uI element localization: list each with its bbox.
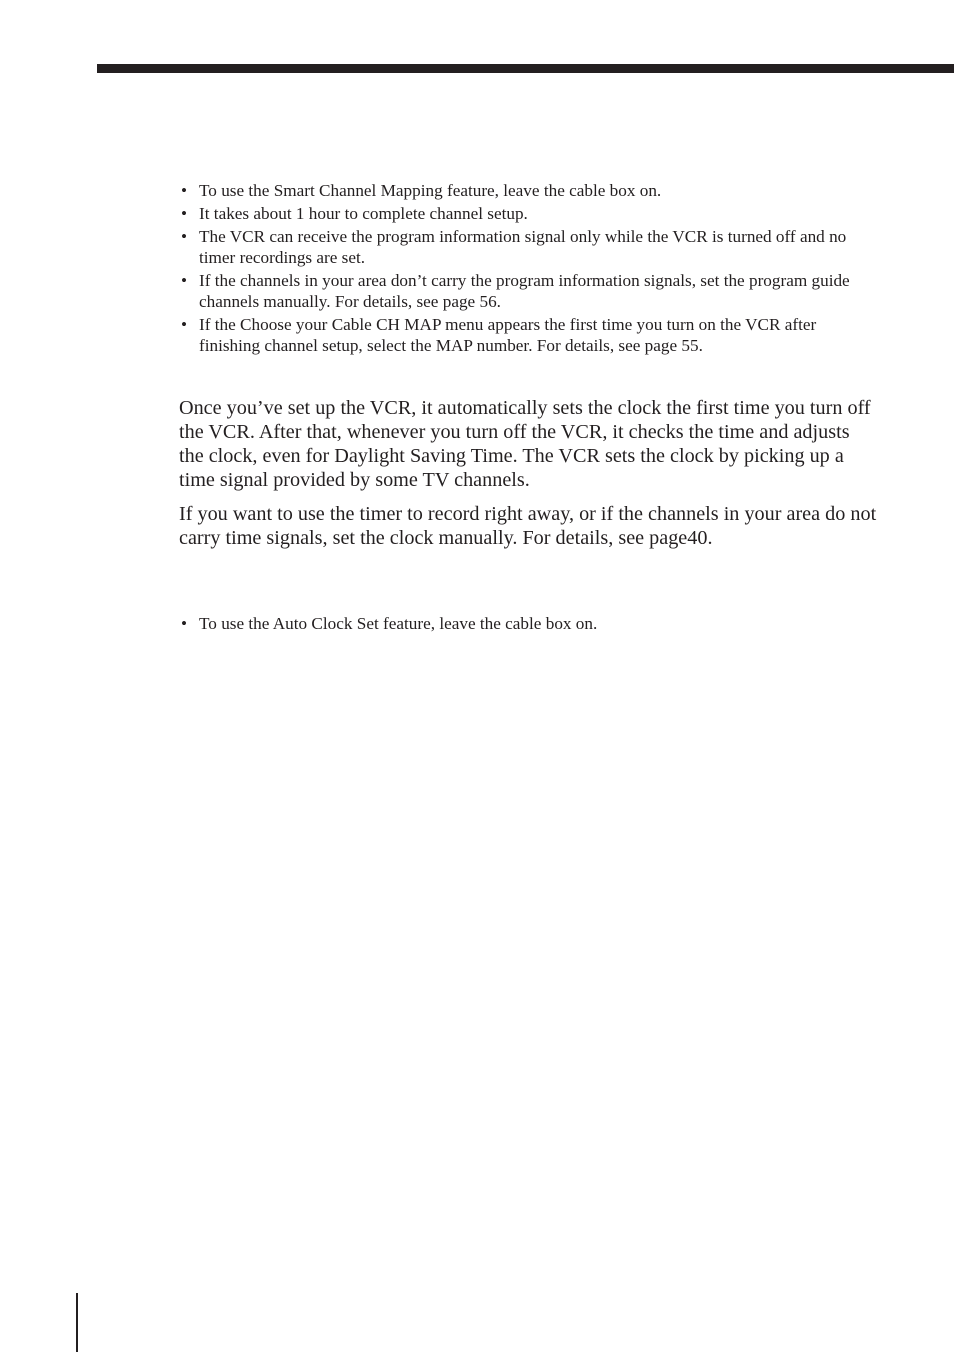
note-text: If the Choose your Cable CH MAP menu appears the first time you turn on the VCR after finishing channel setup, select the MAP number. For details, see page 55. (199, 315, 817, 355)
footer-rule (76, 1293, 78, 1352)
note-item (181, 203, 881, 224)
note-item (181, 226, 881, 268)
channel-setup-notes (181, 180, 881, 358)
note-item (181, 613, 881, 634)
bullet: • (181, 204, 188, 223)
bullet: • (181, 315, 188, 334)
note-item (181, 270, 881, 312)
bullet: • (181, 614, 188, 633)
note-item (181, 314, 881, 356)
bullet: • (181, 271, 188, 290)
body-paragraph: If you want to use the timer to record right away, or if the channels in your area do not carry time signals, set the clock manually. For details, see page40. (179, 503, 877, 549)
note-text: To use the Auto Clock Set feature, leave the cable box on. (199, 614, 598, 633)
auto-clock-section (179, 396, 879, 560)
body-paragraph: Once you’ve set up the VCR, it automatically sets the clock the first time you turn off the VCR. After that, whenever you turn off the VCR, it checks the time and adjusts the clock, even for Daylight Saving Time. The VCR sets the clock by picking up a time signal provided by some TV channels. (179, 397, 871, 491)
note-text: To use the Smart Channel Mapping feature, leave the cable box on. (199, 181, 662, 200)
note-text: If the channels in your area don’t carry the program information signals, set the program guide channels manually. For details, see page 56. (199, 271, 850, 311)
note-text: The VCR can receive the program information signal only while the VCR is turned off and no timer recordings are set. (199, 227, 847, 267)
auto-clock-notes (181, 613, 881, 636)
header-rule (97, 64, 954, 73)
bullet: • (181, 181, 188, 200)
bullet: • (181, 227, 188, 246)
note-text: It takes about 1 hour to complete channel setup. (199, 204, 528, 223)
note-item (181, 180, 881, 201)
